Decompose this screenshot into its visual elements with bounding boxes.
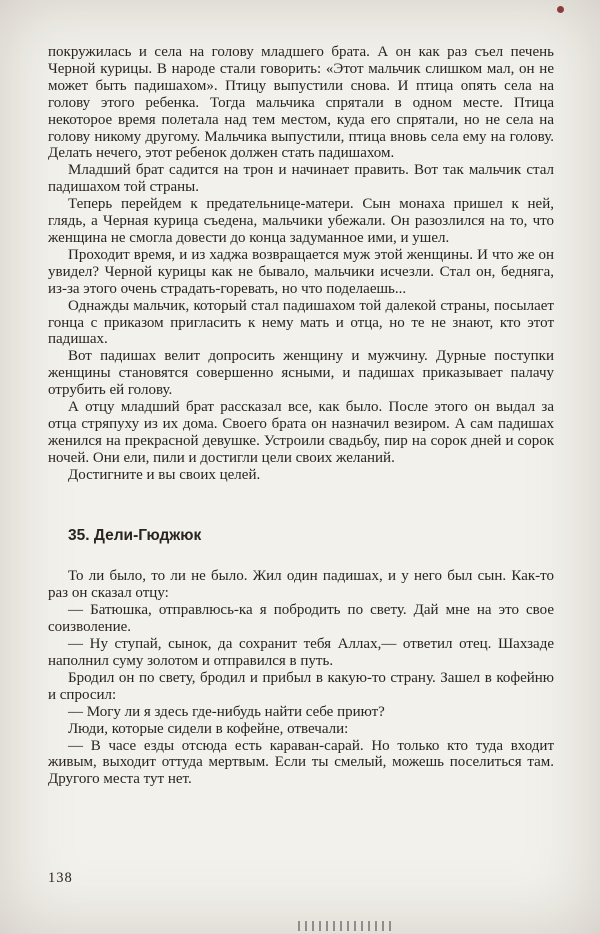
- paragraph: Бродил он по свету, бродил и прибыл в какую-то страну. Зашел в кофейню и спросил:: [48, 669, 554, 703]
- scan-barcode-artifact: [298, 921, 394, 931]
- paragraph: То ли было, то ли не было. Жил один падишах, и у него был сын. Как-то раз он сказал отцу:: [48, 568, 554, 602]
- page-body-text: [48, 44, 554, 788]
- paragraph: Люди, которые сидели в кофейне, отвечали:: [68, 720, 349, 737]
- dialogue-paragraph: — В часе езды отсюда есть караван-сарай. Но только кто туда входит живым, выходит оттуда мертвым. Если ты смелый, можешь поселиться там. Другого места тут нет.: [48, 737, 554, 788]
- paragraph: Однажды мальчик, который стал падишахом той далекой страны, посылает гонца с приказом пригласить к нему мать и отца, но те не знают, кто этот падишах.: [48, 297, 554, 348]
- scan-speck-artifact: [557, 6, 564, 13]
- paragraph: Проходит время, и из хаджа возвращается муж этой женщины. И что же он увидел? Черной курицы как не бывало, мальчики исчезли. Стал он, бедняга, из-за этого очень страдать-горевать, но что поделаешь...: [48, 246, 554, 297]
- paragraph: А отцу младший брат рассказал все, как было. После этого он выдал за отца стряпуху из их дома. Своего брата он назначил везиром. А сам падишах женился на прекрасной девушке. Устроили свадьбу, пир на сорок дней и сорок ночей. Они ели, пили и достигли цели своих желаний.: [48, 399, 554, 466]
- dialogue-paragraph: — Ну ступай, сынок, да сохранит тебя Аллах,— ответил отец. Шахзаде наполнил суму золотом и отправился в путь.: [48, 636, 554, 669]
- chapter-heading: 35. Дели-Гюджюк: [68, 526, 202, 544]
- paragraph: Теперь перейдем к предательнице-матери. Сын монаха пришел к ней, глядь, а Черная курица съедена, мальчики убежали. Он разозлился на то, что женщина не смогла довести до конца задуманное ими, и ушел.: [48, 196, 554, 246]
- page-number: 138: [48, 870, 73, 886]
- dialogue-paragraph: — Могу ли я здесь где-нибудь найти себе приют?: [68, 703, 385, 720]
- paragraph: Достигните и вы своих целей.: [68, 466, 261, 483]
- paragraph: Вот падишах велит допросить женщину и мужчину. Дурные поступки женщины становятся совершенно ясными, и падишах приказывает палачу отрубить ей голову.: [48, 348, 554, 399]
- paragraph: покружилась и села на голову младшего брата. А он как раз съел печень Черной курицы. В народе стали говорить: «Этот мальчик слишком мал, он не может быть падишахом». Птицу выпустили снова. И птица опять села на голову этого ребенка. Тогда мальчика спрятали в одном месте. Птица некоторое время полетала над тем местом, куда его спрятали, но не села на голову никому другому. Мальчика выпустили, птица вновь села ему на голову. Делать нечего, этот ребенок должен стать падишахом.: [48, 44, 554, 162]
- paragraph: Младший брат садится на трон и начинает править. Вот так мальчик стал падишахом той страны.: [48, 162, 554, 196]
- dialogue-paragraph: — Батюшка, отправлюсь-ка я побродить по свету. Дай мне на это свое соизволение.: [48, 602, 554, 636]
